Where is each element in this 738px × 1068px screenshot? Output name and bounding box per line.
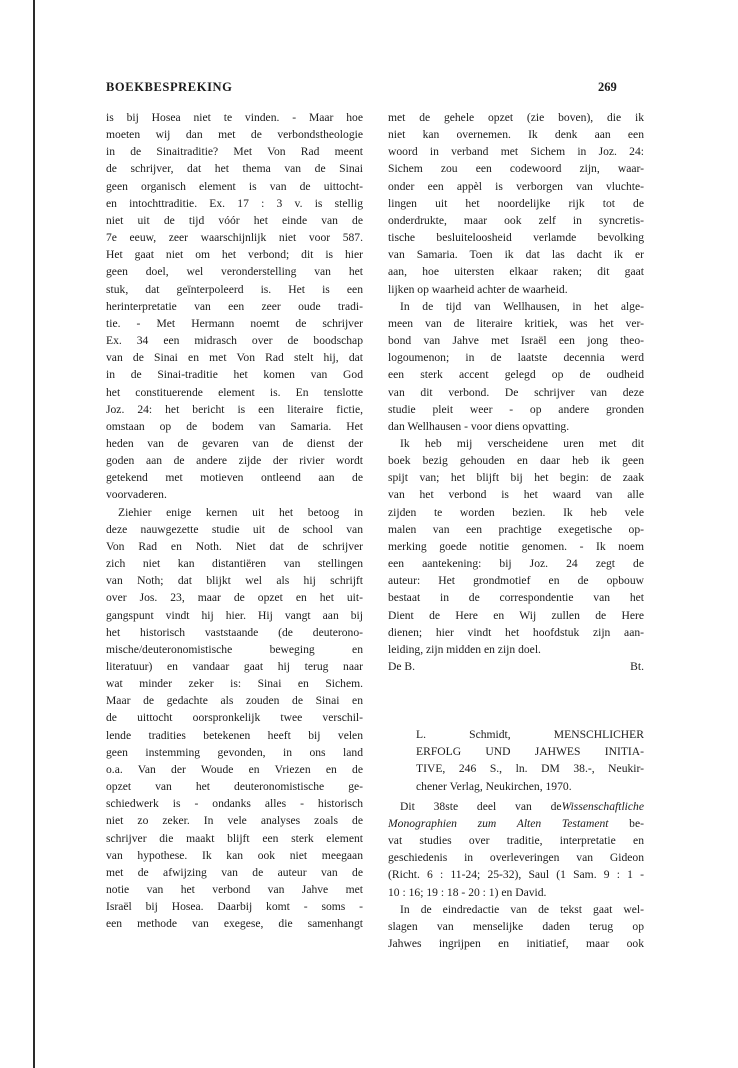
running-header: BOEKBESPREKING [106,80,233,94]
text-line: van hypothese. Ik kan ook niet meegaan [106,848,363,862]
text-line: mische/deuteronomistische beweging en [106,642,363,656]
left-column [106,109,363,933]
text-line: bestaat in de correspondentie van het [388,591,644,605]
section-gap [388,675,644,726]
text-line: Dient de Here en Wij zullen de Here [388,608,644,622]
text-line: logoumenon; in de laatste decennia werd [388,351,644,365]
signature-initials: Bt. [630,660,644,673]
right-column [388,109,644,952]
text-line: de schrijver, dat het thema van de Sinai [106,162,363,176]
text-line: In de tijd van Wellhausen, in het alge- [400,299,644,313]
text-line: moeten wij dan met de verbondstheologie [106,128,363,142]
text-line: het historisch vaststaande (de deuterono- [106,625,363,639]
text-line: goden aan de andere zijde der rivier wordt [106,454,363,468]
text-line: voorvaderen. [106,488,167,502]
text-line: een sterk accent gelegd op de oudheid [388,368,644,382]
scan-edge-line [33,0,35,1068]
text-line: geen instemming gevonden, in ons land [106,745,363,759]
text-line: onder een appèl is verborgen van vluchte- [388,179,644,193]
text-line: heden van de gevaren van de dienst der [106,436,363,450]
text-line: tische besluiteloosheid verlamde bevolking [388,231,644,245]
text-line [388,798,644,815]
text-run: Dit 38ste deel van de [400,799,562,813]
text-line: opzet van het deuteronomistische ge- [106,780,363,794]
paragraph [106,504,363,933]
text-line: o.a. Van der Woude en Vriezen en de [106,762,363,776]
signature-reviewer: De B. [388,660,416,673]
text-line: deze nauwgezette studie uit de school van [106,522,363,536]
text-line: 7e eeuw, zeer waarschijnlijk niet voor 587. [106,231,363,245]
text-line: aan, hoe uitersten elkaar raken; dit gaat [388,265,644,279]
text-line: Maar de gedachte als zouden de Sinai en [106,694,363,708]
heading-line: L. Schmidt, MENSCHLICHER [416,728,644,742]
text-line: lingen uit het noordelijke rijk tot de [388,196,644,210]
text-line: Ziehier enige kernen uit het betoog in [118,505,363,519]
text-line: zich niet kan distantiëren van stellingen [106,557,363,571]
text-line: is bij Hosea niet te vinden. - Maar hoe [106,111,363,124]
text-line: Joz. 24: het bericht is een literaire fictie, [106,402,363,416]
text-line: vat studies over traditie, interpretatie en [388,834,644,848]
text-line: herinterpretatie van een zeer oude tradi- [106,299,363,313]
text-line: literatuur) en vandaar gaat hij terug naar [106,660,363,673]
text-line: In de eindredactie van de tekst gaat wel- [400,902,644,916]
text-line: een aantekening: bij Joz. 24 zegt de [388,557,644,571]
paragraph [388,298,644,435]
text-line: geen doel, wel veronderstelling van het [106,265,363,279]
series-title-italic: Wissenschaftliche [561,799,644,813]
series-title-italic: Monographien zum Alten Testament [388,816,609,830]
text-line: Israël bij Hosea. Daarbij komt - soms - [106,900,363,914]
text-line: van Noth; dat blijkt wel als hij schrijft [106,574,363,588]
text-line: omstaan op de bodem van Samaria. Het [106,419,363,433]
text-line: van Samaria. Toen ik dat las dacht ik er [388,248,644,262]
text-line: het constituerende element is. En tenslotte [106,385,363,399]
text-line: lende tradities betekenen heeft bij velen [106,728,363,742]
review-signature [388,658,644,675]
text-line: van het verbond is het waard van alle [388,488,644,502]
text-line: woord in verband met Sichem in Joz. 24: [388,145,644,159]
review-heading [388,726,644,795]
text-line: notie van het verbond van Jahve met [106,883,363,897]
text-line: merking goede notitie genomen. - Ik noem [388,539,644,553]
text-line: tie. - Met Hermann noemt de schrijver [106,316,363,330]
text-line: getekend met motieven ontleend aan de [106,471,363,485]
text-line: 10 : 16; 19 : 18 - 20 : 1) en David. [388,885,547,899]
text-line: spijt van; het blijft bij het begin: de zaak [388,471,644,485]
text-line: Ex. 34 een midrasch over de boodschap [106,334,363,348]
text-line: over Jos. 23, maar de opzet en het uit- [106,591,363,605]
text-line: in de Sinaitraditie? Met Von Rad meent [106,145,363,159]
text-line: niet kan overnemen. Ik denk aan een [388,128,644,142]
text-line: malen van een prachtige exegetische op- [388,522,644,536]
text-line: geschiedenis in overleveringen van Gideon [388,851,644,865]
text-line: meen van de literaire kritiek, was het ver- [388,316,644,330]
paragraph [388,901,644,952]
text-line: boek bezig gehouden en daar heb ik geen [388,454,644,468]
text-line: Ik heb mij verscheidene uren met dit [400,436,644,450]
text-line: Het gaat niet om het verbond; dit is hier [106,248,363,262]
paragraph [388,435,644,658]
text-line: lijken op waarheid achter de waarheid. [388,282,568,296]
paragraph-continuation [388,109,644,298]
text-line: een methode van exegese, die samenhangt [106,917,363,931]
text-line: wat minder zeker is: Sinai en Sichem. [106,677,363,691]
text-line: schiedwerk is - ondanks alles - historisch [106,797,363,811]
text-line: met de afwijzing van de auteur van de [106,865,363,879]
text-line: van dit verbond. De schrijver van deze [388,385,644,399]
text-line: schrijver die maakt blijft een sterk element [106,831,363,845]
text-line: in de Sinai-traditie het komen van God [106,368,363,382]
text-line: (Richt. 6 : 11-24; 25-32), Saul (1 Sam. 9 : 1 - [388,868,644,882]
text-line: stuk, dat geïnterpoleerd is. Het is een [106,282,363,296]
text-line: de uittocht oorspronkelijk twee verschil- [106,711,363,725]
text-line: en intochttraditie. Ex. 17 : 3 v. is stellig [106,196,363,210]
text-line: bond van Jahve met Israël een jong theo- [388,334,644,348]
text-line: met de gehele opzet (zie boven), die ik [388,111,644,124]
text-line: dienen; hier vindt het hoofdstuk zijn aan- [388,625,644,639]
paragraph-continuation [106,109,363,504]
text-run: be- [608,816,644,830]
text-line: onderdrukte, maar ook zelf in syncretis- [388,213,644,227]
text-line: van de Sinai en met Von Rad stelt hij, dat [106,351,363,365]
text-line: Sichem zou een codewoord zijn, waar- [388,162,644,176]
text-line: Von Rad en Noth. Niet dat de schrijver [106,539,363,553]
text-line: studie pleit weer - op andere gronden [388,402,644,416]
heading-line: chener Verlag, Neukirchen, 1970. [416,779,572,793]
text-line: dan Wellhausen - voor diens opvatting. [388,419,570,433]
page-number: 269 [598,80,617,94]
text-line: leiding, zijn midden en zijn doel. [388,642,541,656]
text-line: gangspunt vindt hij hier. Hij vangt aan bij [106,608,363,622]
heading-line: ERFOLG UND JAHWES INITIA- [416,745,644,759]
text-line: Jahwes ingrijpen en initiatief, maar ook [388,937,644,951]
text-line [388,815,644,832]
text-line: niet uit de tijd vóór het einde van de [106,213,363,227]
text-line: zijden te worden bezien. Ik heb vele [388,505,644,519]
text-line: geen organisch element is van de uittocht- [106,179,363,193]
text-line: auteur: Het grondmotief en de opbouw [388,574,644,588]
text-line: niet zo zeker. In vele analyses zoals de [106,814,363,828]
paragraph [388,798,644,901]
heading-line: TIVE, 246 S., ln. DM 38.-, Neukir- [416,762,644,776]
text-line: slagen van menselijke daden terug op [388,919,644,933]
